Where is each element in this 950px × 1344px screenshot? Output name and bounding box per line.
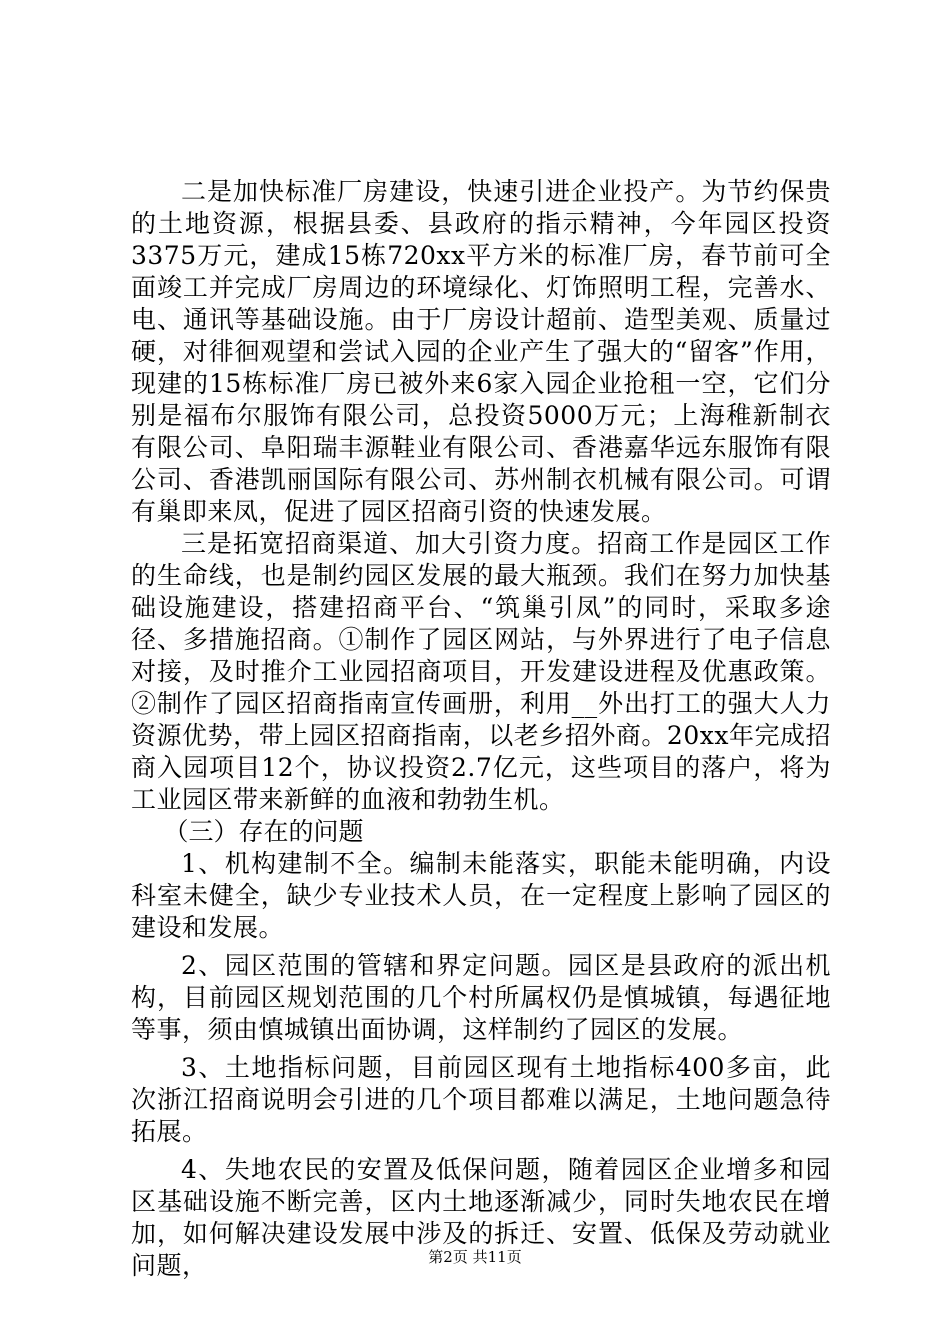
document-body: [131, 176, 831, 1282]
issue-item-1: 1、机构建制不全。编制未能落实，职能未能明确，内设科室未健全，缺少专业技术人员，在一定程度上影响了园区的建设和发展。: [131, 849, 831, 942]
page-number-footer: 第2页 共11页: [428, 1248, 522, 1266]
issue-item-4: 4、失地农民的安置及低保问题，随着园区企业增多和园区基础设施不断完善，区内土地逐渐减少，同时失地农民在增加，如何解决建设发展中涉及的拆迁、安置、低保及劳动就业问题，: [131, 1155, 831, 1280]
paragraph-investment-channels: 三是拓宽招商渠道、加大引资力度。招商工作是园区工作的生命线，也是制约园区发展的最大瓶颈。我们在努力加快基础设施建设，搭建招商平台、“筑巢引凤”的同时，采取多途径、多措施招商。①制作了园区网站，与外界进行了电子信息对接，及时推介工业园招商项目，开发建设进程及优惠政策。②制作了园区招商指南宣传画册，利用__外出打工的强大人力资源优势，带上园区招商指南，以老乡招外商。20xx年完成招商入园项目12个，协议投资2.7亿元，这些项目的落户，将为工业园区带来新鲜的血液和勃勃生机。: [131, 529, 831, 814]
paragraph-standard-factory: 二是加快标准厂房建设，快速引进企业投产。为节约保贵的土地资源，根据县委、县政府的指示精神，今年园区投资3375万元，建成15栋720xx平方米的标准厂房，春节前可全面竣工并完成厂房周边的环境绿化、灯饰照明工程，完善水、电、通讯等基础设施。由于厂房设计超前、造型美观、质量过硬，对徘徊观望和尝试入园的企业产生了强大的“留客”作用，现建的15栋标准厂房已被外来6家入园企业抢租一空，它们分别是福布尔服饰有限公司，总投资5000万元；上海稚新制衣有限公司、阜阳瑞丰源鞋业有限公司、香港嘉华远东服饰有限公司、香港凯丽国际有限公司、苏州制衣机械有限公司。可谓有巢即来凤，促进了园区招商引资的快速发展。: [131, 177, 831, 526]
section-heading-existing-problems: （三）存在的问题: [163, 817, 364, 846]
issue-item-2: 2、园区范围的管辖和界定问题。园区是县政府的派出机构，目前园区规划范围的几个村所属权仍是慎城镇，每遇征地等事，须由慎城镇出面协调，这样制约了园区的发展。: [131, 951, 831, 1044]
issue-item-3: 3、土地指标问题，目前园区现有土地指标400多亩，此次浙江招商说明会引进的几个项目都难以满足，土地问题急待拓展。: [131, 1053, 831, 1146]
